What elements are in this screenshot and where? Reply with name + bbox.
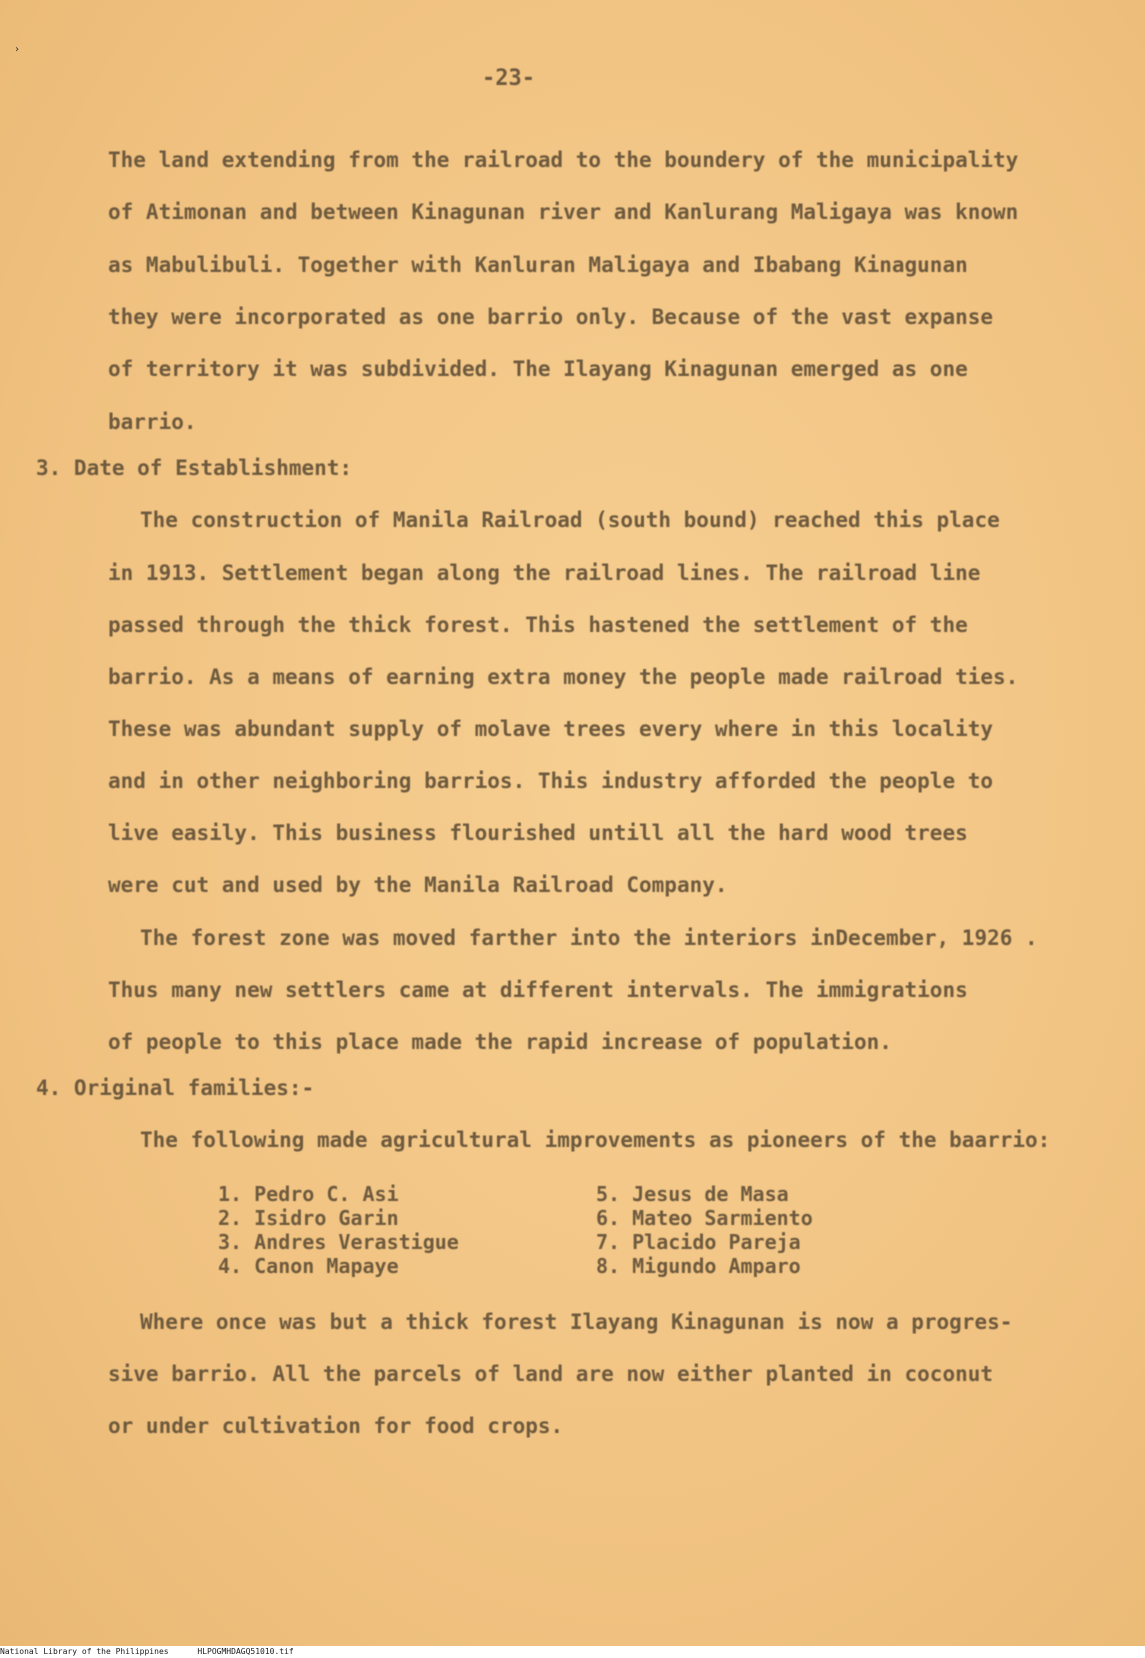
paragraph3-line: of people to this place made the rapid increase of population. — [108, 1030, 892, 1054]
footer-filename: HLPOGMHDAGQ51010.tif — [197, 1647, 294, 1656]
family-entry: 5. Jesus de Masa — [596, 1182, 789, 1206]
page-number: -23- — [482, 66, 535, 91]
family-entry: 6. Mateo Sarmiento — [596, 1206, 813, 1230]
margin-mark: › — [14, 44, 21, 55]
paragraph3-line: The forest zone was moved farther into the interiors inDecember, 1926 . — [140, 926, 1038, 950]
families-intro: The following made agricultural improvements as pioneers of the baarrio: — [140, 1128, 1051, 1152]
paragraph2-line: These was abundant supply of molave trees every where in this locality — [108, 717, 994, 741]
paragraph4-line: or under cultivation for food crops. — [108, 1414, 564, 1438]
scan-footer — [0, 1646, 1145, 1658]
family-entry: 2. Isidro Garin — [218, 1206, 399, 1230]
family-entry: 3. Andres Verastigue — [218, 1230, 459, 1254]
family-entry: 8. Migundo Amparo — [596, 1254, 801, 1278]
paragraph2-line: passed through the thick forest. This hastened the settlement of the — [108, 613, 968, 637]
paragraph1-line: The land extending from the railroad to the boundery of the municipality — [108, 148, 1019, 172]
heading-original-families: 4. Original families:- — [36, 1076, 315, 1100]
paragraph2-line: The construction of Manila Railroad (south bound) reached this place — [140, 508, 1000, 532]
paragraph2-line: barrio. As a means of earning extra money the people made railroad ties. — [108, 665, 1019, 689]
paragraph1-line: of territory it was subdivided. The Ilayang Kinagunan emerged as one — [108, 357, 968, 381]
paragraph2-line: live easily. This business flourished untill all the hard wood trees — [108, 821, 968, 845]
paragraph1-line: of Atimonan and between Kinagunan river and Kanlurang Maligaya was known — [108, 200, 1019, 224]
heading-date-of-establishment: 3. Date of Establishment: — [36, 456, 353, 480]
family-entry: 4. Canon Mapaye — [218, 1254, 399, 1278]
footer-library: National Library of the Philippines — [0, 1647, 169, 1656]
paragraph1-line: as Mabulibuli. Together with Kanluran Maligaya and Ibabang Kinagunan — [108, 253, 968, 277]
paragraph2-line: in 1913. Settlement began along the railroad lines. The railroad line — [108, 561, 981, 585]
paragraph4-line: Where once was but a thick forest Ilayang Kinagunan is now a progres- — [140, 1310, 1013, 1334]
paragraph3-line: Thus many new settlers came at different intervals. The immigrations — [108, 978, 968, 1002]
paragraph1-line: they were incorporated as one barrio only. Because of the vast expanse — [108, 305, 994, 329]
paragraph2-line: and in other neighboring barrios. This industry afforded the people to — [108, 769, 994, 793]
paragraph4-line: sive barrio. All the parcels of land are now either planted in coconut — [108, 1362, 994, 1386]
family-entry: 1. Pedro C. Asi — [218, 1182, 399, 1206]
paragraph2-line: were cut and used by the Manila Railroad Company. — [108, 873, 728, 897]
paragraph1-line: barrio. — [108, 410, 197, 434]
family-entry: 7. Placido Pareja — [596, 1230, 801, 1254]
